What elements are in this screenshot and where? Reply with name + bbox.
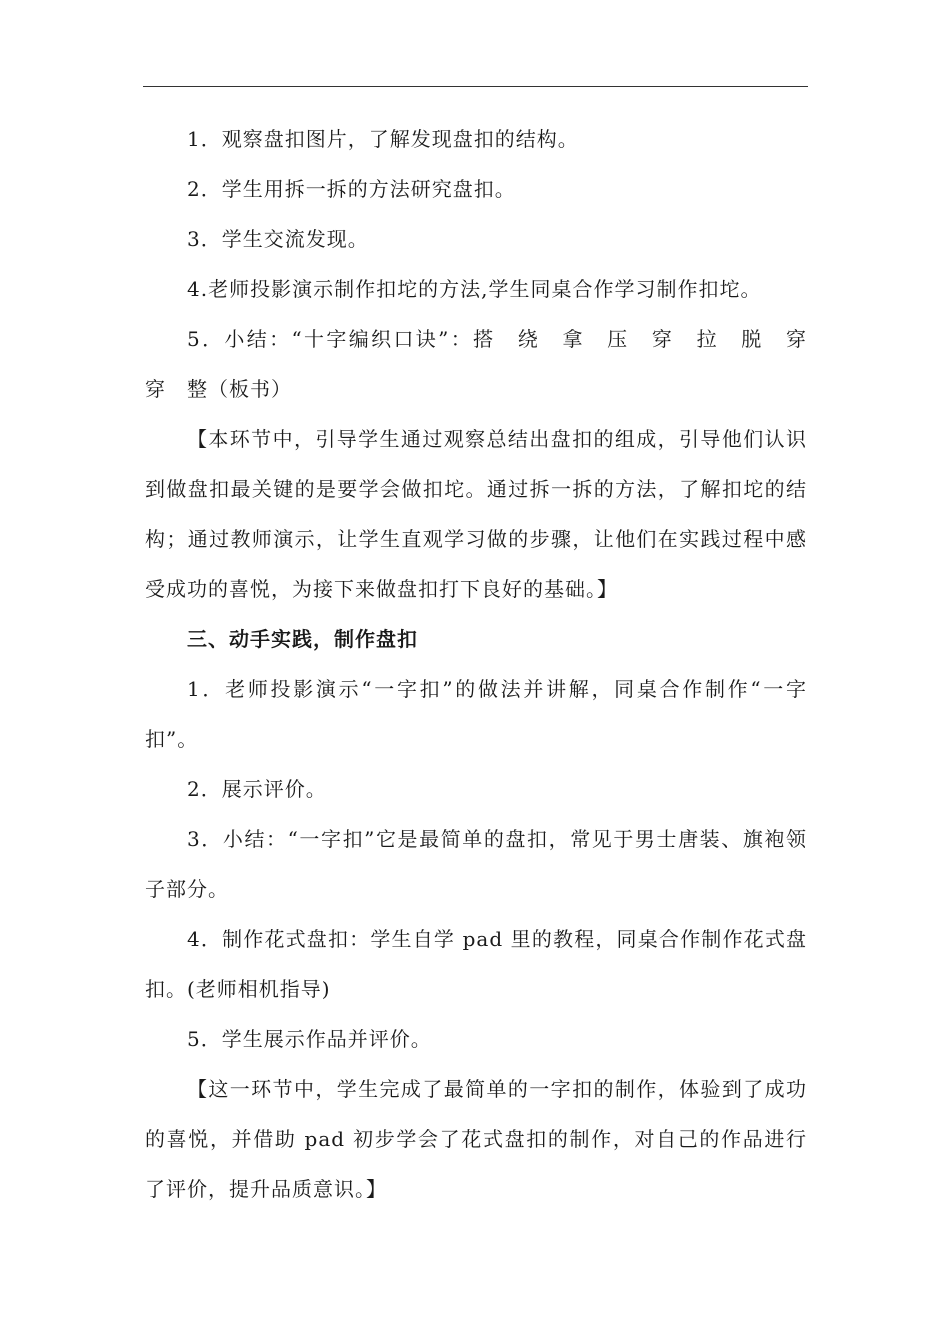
paragraph-1: 1．观察盘扣图片，了解发现盘扣的结构。 [187, 127, 579, 151]
paragraph-11: 5．学生展示作品并评价。 [187, 1027, 432, 1051]
document-body [145, 114, 828, 1214]
paragraph-4: 4.老师投影演示制作扣坨的方法,学生同桌合作学习制作扣坨。 [187, 277, 762, 301]
paragraph-7: 1．老师投影演示“一字扣”的做法并讲解，同桌合作制作“一字扣”。 [145, 677, 807, 751]
section-heading: 三、动手实践，制作盘扣 [187, 627, 418, 651]
paragraph-5: 5．小结：“十字编织口诀”：搭 绕 拿 压 穿 拉 脱 穿 穿 整（板书） [145, 327, 828, 401]
paragraph-9: 3．小结：“一字扣”它是最简单的盘扣，常见于男士唐装、旗袍领子部分。 [145, 827, 807, 901]
paragraph-12: 【这一环节中，学生完成了最简单的一字扣的制作，体验到了成功的喜悦，并借助 pad 初步学会了花式盘扣的制作，对自己的作品进行了评价，提升品质意识。】 [145, 1077, 807, 1201]
paragraph-8: 2．展示评价。 [187, 777, 327, 801]
paragraph-3: 3．学生交流发现。 [187, 227, 369, 251]
paragraph-10: 4．制作花式盘扣：学生自学 pad 里的教程，同桌合作制作花式盘扣。(老师相机指导) [145, 927, 807, 1001]
paragraph-6: 【本环节中，引导学生通过观察总结出盘扣的组成，引导他们认识到做盘扣最关键的是要学会做扣坨。通过拆一拆的方法，了解扣坨的结构；通过教师演示，让学生直观学习做的步骤，让他们在实践过程中感受成功的喜悦，为接下来做盘扣打下良好的基础。】 [145, 427, 807, 601]
header-rule [143, 86, 808, 87]
paragraph-2: 2．学生用拆一拆的方法研究盘扣。 [187, 177, 516, 201]
